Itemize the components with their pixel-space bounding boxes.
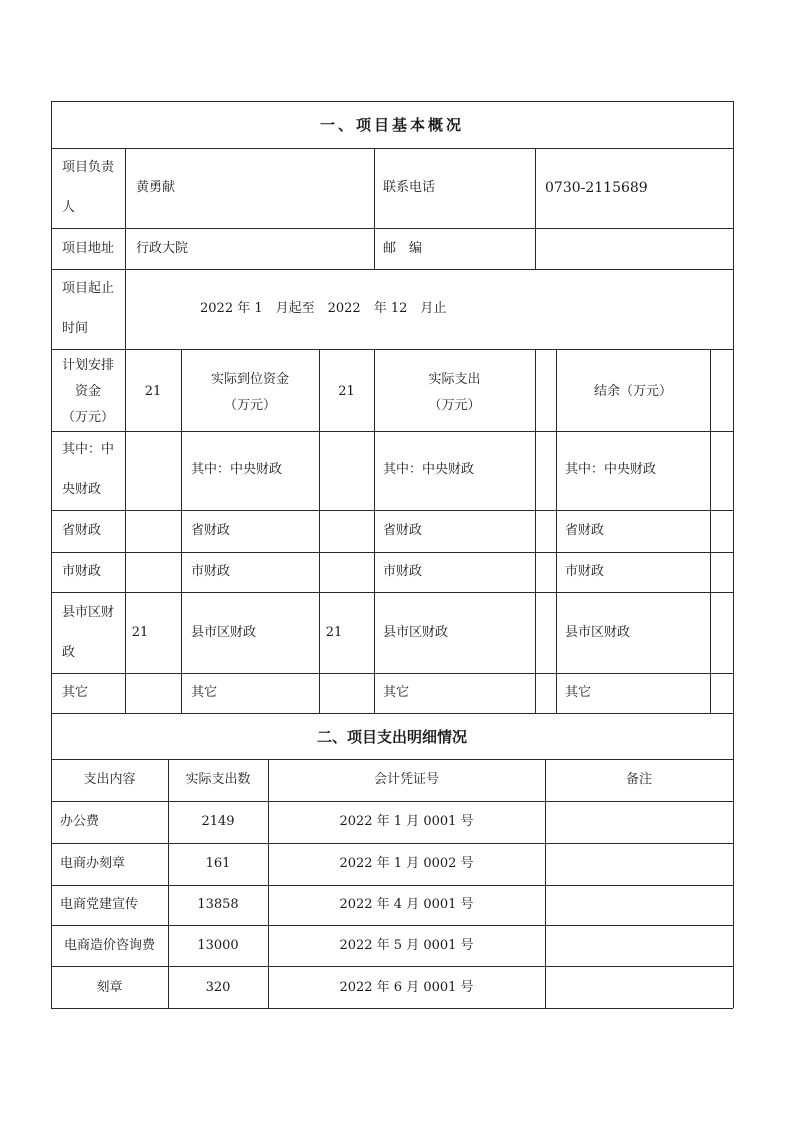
row-divider (51, 925, 733, 926)
table-cell-item: 办公费 (60, 814, 100, 829)
balance-label: 结余（万元） (593, 384, 672, 399)
table-cell-voucher: 2022 年 4 月 0001 号 (339, 897, 474, 912)
breakdown-received-label: 其它 (191, 685, 218, 700)
row-divider (51, 148, 733, 149)
planned-label-line1: 计划安排 (62, 358, 115, 373)
col-divider (535, 349, 536, 713)
row-divider (51, 801, 733, 802)
breakdown-balance-label: 其中：中央财政 (565, 462, 657, 477)
received-label-line2: （万元） (223, 398, 276, 413)
breakdown-planned: 21 (131, 625, 149, 640)
row-divider (51, 431, 733, 432)
breakdown-label: 市财政 (62, 564, 102, 579)
planned-label-line3: （万元） (62, 410, 115, 425)
table-cell-item: 电商造价咨询费 (63, 938, 155, 953)
breakdown-received-label: 省财政 (191, 523, 231, 538)
breakdown-spent-label: 县市区财政 (383, 625, 449, 640)
row-divider (51, 269, 733, 270)
planned-label-line2: 资金 (74, 384, 101, 399)
row-divider (51, 713, 733, 714)
table-cell-item: 电商党建宣传 (60, 897, 139, 912)
phone-value: 0730-2115689 (545, 180, 648, 196)
section-title: 一、项目基本概况 (319, 116, 464, 134)
section-title: 二、项目支出明细情况 (316, 728, 467, 746)
spent-label-line1: 实际支出 (428, 372, 481, 387)
col-divider (710, 349, 711, 713)
row-divider (51, 673, 733, 674)
breakdown-received-label: 其中：中央财政 (191, 462, 283, 477)
col-divider (268, 759, 269, 1008)
manager-label-line2: 人 (62, 200, 76, 215)
breakdown-spent-label: 其它 (383, 685, 410, 700)
breakdown-balance-label: 省财政 (565, 523, 605, 538)
col-divider (374, 148, 375, 269)
row-divider (51, 592, 733, 593)
manager-label-line1: 项目负责 (62, 160, 115, 175)
breakdown-received: 21 (325, 625, 343, 640)
breakdown-balance-label: 县市区财政 (565, 625, 631, 640)
address-value: 行政大院 (136, 241, 189, 256)
table-cell-item: 刻章 (96, 980, 123, 995)
breakdown-spent-label: 市财政 (383, 564, 423, 579)
table-border (51, 1008, 733, 1009)
table-cell-amount: 161 (205, 856, 231, 871)
breakdown-received-label: 县市区财政 (191, 625, 257, 640)
table-cell-voucher: 2022 年 1 月 0002 号 (339, 856, 474, 871)
col-divider (545, 759, 546, 1008)
received-label-line1: 实际到位资金 (210, 372, 289, 387)
row-divider (51, 966, 733, 967)
spent-label-line2: （万元） (428, 398, 481, 413)
phone-label: 联系电话 (383, 180, 436, 195)
table-cell-amount: 13858 (197, 897, 239, 912)
period-label-line1: 项目起止 (62, 281, 115, 296)
breakdown-label: 县市区财 (62, 605, 115, 620)
table-cell-amount: 13000 (197, 938, 239, 953)
column-header: 会计凭证号 (373, 772, 439, 787)
period-label-line2: 时间 (62, 321, 89, 336)
row-divider (51, 885, 733, 886)
period-value: 2022 年 1 月起至 2022 年 12 月止 (200, 301, 447, 316)
col-divider (535, 148, 536, 269)
table-cell-amount: 320 (205, 980, 231, 995)
table-cell-amount: 2149 (201, 814, 235, 829)
row-divider (51, 552, 733, 553)
row-divider (51, 510, 733, 511)
breakdown-label: 省财政 (62, 523, 102, 538)
column-header: 备注 (625, 772, 652, 787)
breakdown-received-label: 市财政 (191, 564, 231, 579)
row-divider (51, 759, 733, 760)
row-divider (51, 843, 733, 844)
breakdown-label: 其中：中 (62, 442, 115, 457)
breakdown-balance-label: 其它 (565, 685, 592, 700)
col-divider (168, 759, 169, 1008)
planned-value: 21 (144, 384, 162, 399)
breakdown-label: 其它 (62, 685, 89, 700)
table-border (51, 101, 52, 1008)
address-label: 项目地址 (62, 241, 115, 256)
table-border (51, 101, 733, 102)
col-divider (556, 349, 557, 713)
table-cell-voucher: 2022 年 5 月 0001 号 (339, 938, 474, 953)
col-divider (319, 349, 320, 713)
table-cell-voucher: 2022 年 1 月 0001 号 (339, 814, 474, 829)
table-cell-voucher: 2022 年 6 月 0001 号 (339, 980, 474, 995)
column-header: 实际支出数 (185, 772, 251, 787)
row-divider (51, 349, 733, 350)
breakdown-label: 政 (62, 645, 76, 660)
table-border (733, 101, 734, 1008)
table-cell-item: 电商办刻章 (60, 856, 126, 871)
column-header: 支出内容 (83, 772, 136, 787)
postcode-label: 邮 编 (383, 241, 423, 256)
manager-value: 黄勇献 (136, 180, 176, 195)
breakdown-balance-label: 市财政 (565, 564, 605, 579)
received-value: 21 (338, 384, 355, 399)
row-divider (51, 228, 733, 229)
breakdown-spent-label: 其中：中央财政 (383, 462, 475, 477)
breakdown-spent-label: 省财政 (383, 523, 423, 538)
breakdown-label: 央财政 (62, 482, 102, 497)
